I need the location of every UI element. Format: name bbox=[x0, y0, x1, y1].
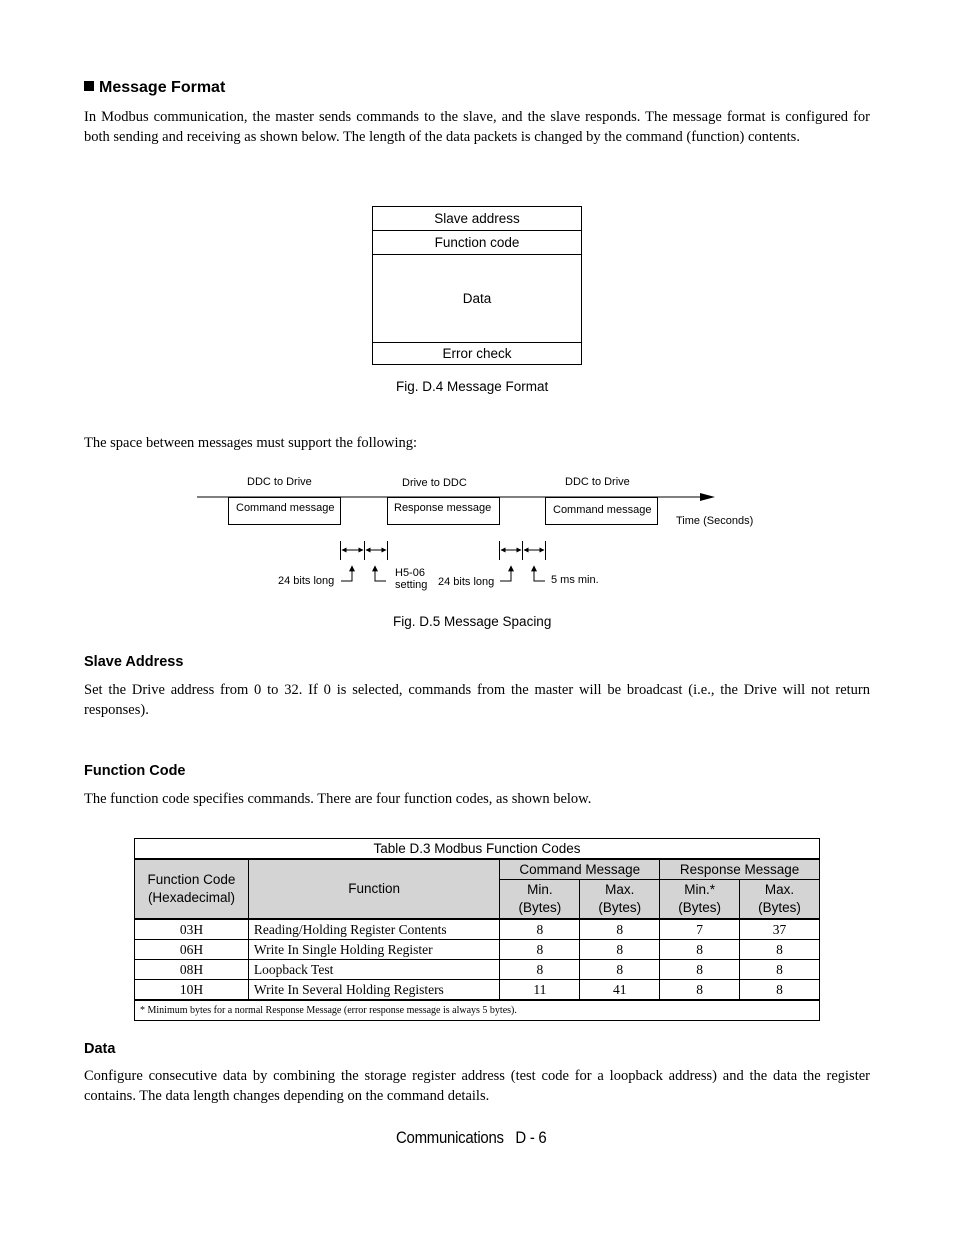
cell-cmd-min: 8 bbox=[500, 919, 580, 940]
cell-code: 03H bbox=[135, 919, 249, 940]
cell-resp-max: 37 bbox=[740, 919, 820, 940]
data-heading: Data bbox=[84, 1041, 116, 1057]
slave-address-cell: Slave address bbox=[373, 207, 581, 231]
cell-code: 08H bbox=[135, 960, 249, 980]
cell-resp-min: 8 bbox=[660, 940, 740, 960]
fig-d4-caption: Fig. D.4 Message Format bbox=[396, 379, 549, 394]
cell-code: 06H bbox=[135, 940, 249, 960]
label-ddc-to-drive-2: DDC to Drive bbox=[565, 476, 630, 488]
header-function: Function bbox=[248, 859, 500, 919]
label-ddc-to-drive-1: DDC to Drive bbox=[247, 476, 312, 488]
page-footer: Communications D - 6 bbox=[396, 1128, 547, 1147]
function-code-heading: Function Code bbox=[84, 763, 186, 779]
cell-resp-min: 8 bbox=[660, 980, 740, 1001]
cell-cmd-max: 8 bbox=[580, 919, 660, 940]
data-paragraph: Configure consecutive data by combining the storage register address (test code for a loopback address) and the data the register contains. The data length changes depending on the command details. bbox=[84, 1068, 870, 1104]
command-message-label-2: Command message bbox=[553, 504, 652, 516]
header-cmd-max: Max. (Bytes) bbox=[580, 880, 660, 920]
min-label: 5 ms min. bbox=[551, 574, 599, 586]
header-command-message: Command Message bbox=[500, 859, 660, 880]
cell-cmd-max: 8 bbox=[580, 940, 660, 960]
function-code-cell: Function code bbox=[373, 231, 581, 255]
bits-pointer-arrow-2 bbox=[500, 566, 511, 581]
bits-label-1: 24 bits long bbox=[278, 575, 335, 587]
cell-function: Write In Single Holding Register bbox=[248, 940, 500, 960]
cell-resp-min: 7 bbox=[660, 919, 740, 940]
modbus-function-codes-table bbox=[134, 838, 820, 1021]
cell-cmd-max: 8 bbox=[580, 960, 660, 980]
table-footnote: * Minimum bytes for a normal Response Message (error response message is always 5 bytes). bbox=[135, 1000, 820, 1021]
cell-cmd-min: 8 bbox=[500, 960, 580, 980]
slave-address-heading: Slave Address bbox=[84, 654, 184, 670]
h506-pointer-arrow bbox=[375, 566, 386, 581]
cell-code: 10H bbox=[135, 980, 249, 1001]
cell-function: Loopback Test bbox=[248, 960, 500, 980]
command-message-label-1: Command message bbox=[236, 502, 335, 514]
fig-d5-caption: Fig. D.5 Message Spacing bbox=[393, 614, 552, 629]
header-cmd-min: Min. (Bytes) bbox=[500, 880, 580, 920]
header-resp-min: Min.* (Bytes) bbox=[660, 880, 740, 920]
header-response-message: Response Message bbox=[660, 859, 820, 880]
cell-function: Write In Several Holding Registers bbox=[248, 980, 500, 1001]
timeline-arrow-icon bbox=[700, 493, 715, 501]
function-code-paragraph: The function code specifies commands. There are four function codes, as shown below. bbox=[84, 791, 592, 807]
data-cell: Data bbox=[373, 255, 581, 343]
spacing-paragraph: The space between messages must support the following: bbox=[84, 435, 418, 451]
cell-resp-min: 8 bbox=[660, 960, 740, 980]
cell-function: Reading/Holding Register Contents bbox=[248, 919, 500, 940]
cell-resp-max: 8 bbox=[740, 960, 820, 980]
table-row bbox=[135, 980, 820, 1001]
time-axis-label: Time (Seconds) bbox=[676, 515, 754, 527]
response-message-label: Response message bbox=[394, 502, 492, 514]
header-resp-max: Max. (Bytes) bbox=[740, 880, 820, 920]
table-row bbox=[135, 919, 820, 940]
message-format-heading: Message Format bbox=[84, 79, 225, 97]
h506-setting-label: H5-06 setting bbox=[395, 567, 428, 591]
table-row bbox=[135, 960, 820, 980]
error-check-cell: Error check bbox=[442, 345, 512, 361]
cell-cmd-max: 41 bbox=[580, 980, 660, 1001]
min-pointer-arrow bbox=[534, 566, 545, 581]
cell-cmd-min: 8 bbox=[500, 940, 580, 960]
cell-cmd-min: 11 bbox=[500, 980, 580, 1001]
cell-resp-max: 8 bbox=[740, 940, 820, 960]
bits-pointer-arrow-1 bbox=[341, 566, 352, 581]
message-format-paragraph: In Modbus communication, the master sends commands to the slave, and the slave responds. The message format is configured for both sending and receiving as shown below. The length of the data packets is changed by the command (function) contents. bbox=[84, 109, 870, 145]
slave-address-paragraph: Set the Drive address from 0 to 32. If 0 is selected, commands from the master will be broadcast (i.e., the Drive will not return responses). bbox=[84, 682, 870, 718]
table-title: Table D.3 Modbus Function Codes bbox=[135, 839, 820, 860]
header-function-code: Function Code (Hexadecimal) bbox=[135, 859, 249, 919]
table-row bbox=[135, 940, 820, 960]
label-drive-to-ddc: Drive to DDC bbox=[402, 477, 467, 489]
cell-resp-max: 8 bbox=[740, 980, 820, 1001]
bits-label-2: 24 bits long bbox=[438, 576, 495, 588]
